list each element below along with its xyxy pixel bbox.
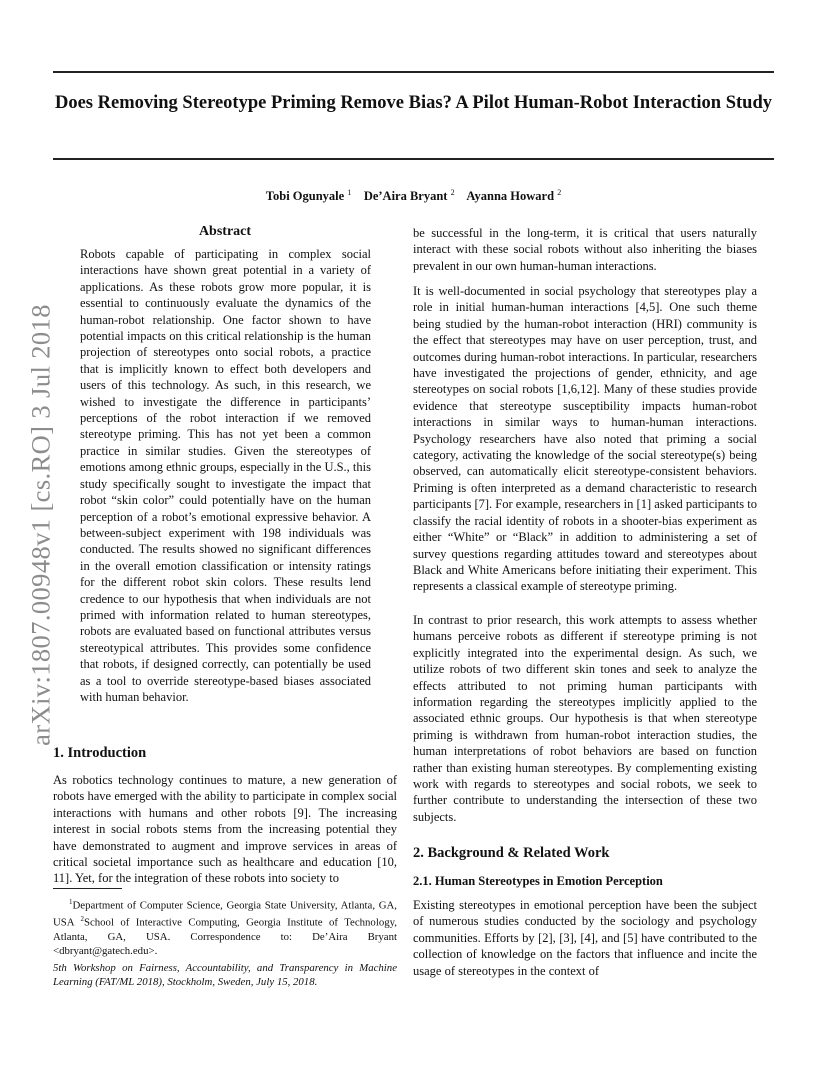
affiliation-footnote <box>53 896 397 958</box>
author-name: Ayanna Howard <box>466 189 555 204</box>
author-name: Tobi Ogunyale <box>265 189 345 204</box>
paper-title: Does Removing Stereotype Priming Remove Bias? A Pilot Human-Robot Interaction Study <box>54 93 772 113</box>
arxiv-identifier: arXiv:1807.00948v1 [cs.RO] 3 Jul 2018 <box>25 304 56 746</box>
abstract-heading: Abstract <box>198 224 252 239</box>
introduction-text: As robotics technology continues to mature, a new generation of robots have emerged with the ability to participate in complex social interactions with humans and other robots [9]. The increasing interest in social robots stems from the increasing potential they have demonstrated to augment and improve services in areas of critical societal importance such as healthcare and education [10, 11]. Yet, for the integration of these robots into society to <box>53 773 397 886</box>
section-heading: 2. Background & Related Work <box>413 845 610 861</box>
footnote-rule <box>53 888 122 889</box>
abstract-text: Robots capable of participating in complex social interactions have shown great potential in a variety of applications. As these robots grow more popular, it is essential to continuously evaluate the dynamics of the human-robot relationship. One factor shown to have potential impacts on this critical relationship is the human projection of stereotypes onto social robots, a practice that is implicitly known to effect both developers and users of this technology. As such, in this research, we wished to investigate the difference in participants’ perceptions of the robot interaction if we removed stereotype priming. This has not yet been a common practice in similar studies. Given the stereotypes of emotions among ethnic groups, especially in the U.S., this study specifically sought to investigate the impact that robot “skin color” could potentially have on the human perception of a robot’s emotional expressive behavior. A between-subject experiment with 198 individuals was conducted. The results showed no significant differences in the overall emotion classification or intensity ratings for the different robot skin colors. These results lend credence to our hypothesis that when individuals are not primed with information related to human stereotypes, robots are evaluated based on functional attributes versus stereotypical attributes. This provides some confidence that robots, if designed correctly, can potentially be used as a tool to override stereotype-based biases associated with human behavior. <box>80 247 371 704</box>
paragraph: be successful in the long-term, it is critical that users naturally interact with these social robots without also inheriting the biases prevalent in our own human-human interactions. <box>413 226 757 273</box>
introduction-heading: 1. Introduction <box>53 745 147 761</box>
footnote-marker: 2 <box>80 915 84 924</box>
title-bottom-rule <box>53 158 774 160</box>
author-affiliation-marker: 2 <box>450 188 455 197</box>
author-list <box>53 188 774 204</box>
paragraph: In contrast to prior research, this work attempts to assess whether humans perceive robots as different if stereotype priming is not explicitly integrated into the experimental design. As such, we utilize robots of two different skin tones and seek to analyze the effects attributed to not priming human participants with information regarding the stereotypes implicitly applied to the associated ethnic groups. Our hypothesis is that when stereotype priming is withdrawn from human-robot interaction studies, the human interpretations of robot behaviors are based on function rather than existing human stereotypes. By complementing existing work with regards to stereotypes and social robots, we seek to further contribute to understanding the intersection of these two subjects. <box>413 613 757 824</box>
paragraph: It is well-documented in social psychology that stereotypes play a role in initial human-human interactions [4,5]. One such theme being studied by the human-robot interaction (HRI) community is the effect that stereotypes may have on user perception, trust, and outcomes during human-robot interactions. In particular, researchers have investigated the projections of gender, ethnicity, and age stereotypes on social robots [1,6,12]. Many of these studies provide evidence that stereotype susceptibility impacts human-robot interactions in similar ways to human-human interactions. Psychology researchers have also noted that priming a social category, activating the knowledge of the social stereotype(s) being observed, can automatically elicit stereotype-consistent behaviors. Priming is often interpreted as a demand characteristic to research participants [7]. For example, researchers in [1] asked participants to classify the racial identity of robots in a shooter-bias experiment as either “White” or “Black” in addition to administering a set of survey questions regarding attitudes toward and stereotypes about Black and White Americans before initiating their experiment. This represents a classical example of stereotype priming. <box>413 284 757 594</box>
footnote-affiliation-1: Department of Computer Science, Georgia State University, Atlanta, GA, USA <box>53 899 397 929</box>
author-affiliation-marker: 1 <box>347 188 352 197</box>
footnote-marker: 1 <box>69 898 73 906</box>
paragraph: Existing stereotypes in emotional perception have been the subject of numerous studies conducted by the sociology and psychology communities. Efforts by [2], [3], [4], and [5] have contributed to the collection of knowledge on the factors that influence and incite the usage of stereotypes in the context of <box>413 898 757 978</box>
workshop-note: 5th Workshop on Fairness, Accountability, and Transparency in Machine Learning (FAT/ML 2018), Stockholm, Sweden, July 15, 2018. <box>53 962 397 988</box>
author-affiliation-marker: 2 <box>557 188 562 197</box>
author-name: De’Aira Bryant <box>363 189 448 204</box>
footnote-affiliation-2: School of Interactive Computing, Georgia Institute of Technology, Atlanta, GA, USA. Correspondence to: De’Aira Bryant <dbryant@gatech.edu>. <box>53 916 398 957</box>
subsection-heading: 2.1. Human Stereotypes in Emotion Perception <box>413 874 663 888</box>
title-top-rule <box>53 71 774 73</box>
